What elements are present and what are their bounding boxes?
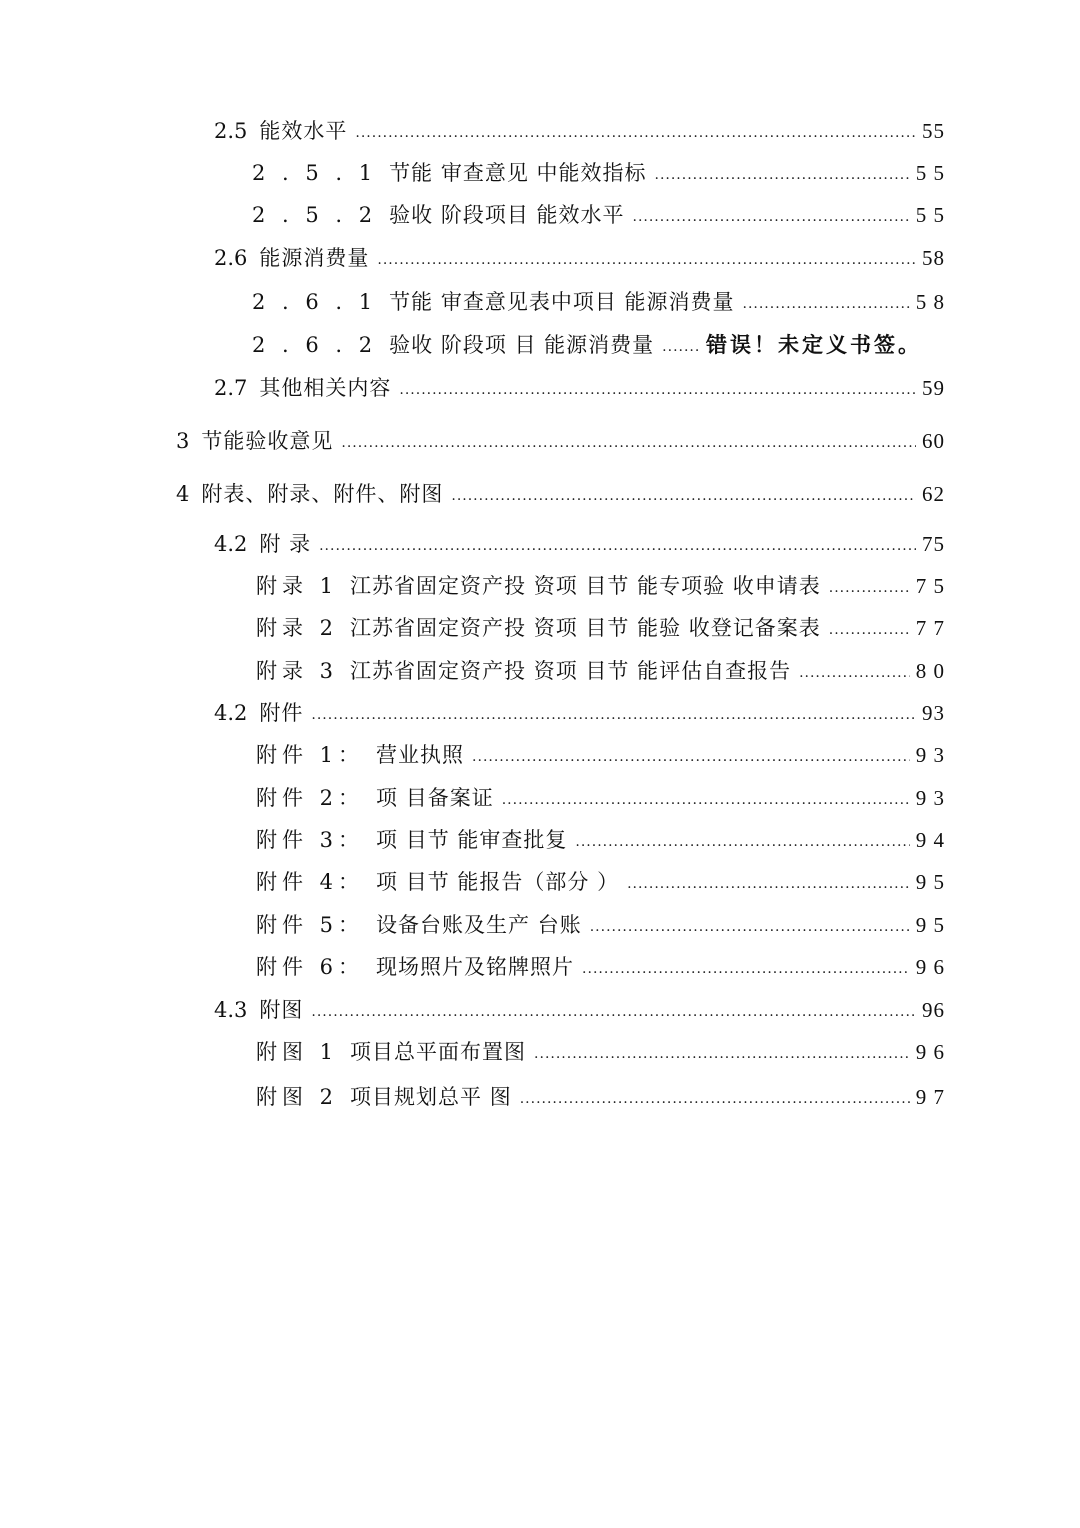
toc-entry-number: 附件 1： <box>256 743 365 767</box>
toc-entry-title: 江苏省固定资产投 资项 目节 能专项验 收申请表 <box>350 574 821 598</box>
toc-entry-title: 附件 <box>259 701 304 725</box>
toc-entry-title: 设备台账及生产 台账 <box>376 913 582 937</box>
toc-entry-page: 9 5 <box>915 870 945 894</box>
toc-entry-figure-1[interactable] <box>256 1038 945 1069</box>
toc-entry-title: 营业执照 <box>376 743 465 767</box>
dot-leader <box>502 786 910 814</box>
dot-leader <box>829 616 910 644</box>
dot-leader <box>590 913 910 941</box>
toc-entry-title: 节能 审查意见表中项目 能源消费量 <box>389 290 735 314</box>
toc-entry-title: 项目规划总平 图 <box>350 1085 512 1109</box>
toc-entry-attachment-5[interactable] <box>256 911 945 942</box>
toc-entry-page: 59 <box>922 376 945 400</box>
toc-entry-2-6-1[interactable] <box>252 288 945 319</box>
toc-entry-2-7[interactable] <box>214 374 945 405</box>
toc-entry-number: 2 . 5 . 1 <box>252 161 378 185</box>
dot-leader <box>377 246 916 274</box>
toc-entry-appendix-2[interactable] <box>256 614 945 645</box>
toc-entry-page: 9 7 <box>915 1085 945 1109</box>
toc-entry-title: 江苏省固定资产投 资项 目节 能评估自查报告 <box>350 659 792 683</box>
toc-entry-page: 58 <box>922 246 945 270</box>
toc-entry-number: 附件 2： <box>256 786 365 810</box>
toc-entry-page: 55 <box>922 119 945 143</box>
toc-entry-page: 5 8 <box>915 290 945 314</box>
toc-entry-title: 江苏省固定资产投 资项 目节 能验 收登记备案表 <box>350 616 821 640</box>
dot-leader <box>662 333 700 361</box>
toc-entry-title: 项 目备案证 <box>376 786 494 810</box>
toc-entry-title: 能源消费量 <box>259 246 370 270</box>
toc-entry-number: 2.5 <box>214 119 248 143</box>
dot-leader <box>829 574 910 602</box>
toc-entry-page: 9 3 <box>915 743 945 767</box>
toc-entry-title: 项 目节 能审查批复 <box>376 828 568 852</box>
toc-entry-page: 5 5 <box>915 161 945 185</box>
dot-leader <box>311 701 916 729</box>
toc-entry-number: 附录 3 <box>256 659 339 683</box>
toc-entry-appendix-1[interactable] <box>256 572 945 603</box>
toc-entry-title: 节能 审查意见 中能效指标 <box>389 161 647 185</box>
toc-entry-appendix-3[interactable] <box>256 657 945 688</box>
toc-entry-title: 节能验收意见 <box>201 429 334 453</box>
toc-entry-4-2-attachments[interactable] <box>214 699 945 730</box>
toc-entry-4[interactable] <box>176 480 945 511</box>
toc-entry-2-6-2[interactable] <box>252 331 922 362</box>
toc-entry-number: 4.3 <box>214 998 248 1022</box>
toc-entry-page: 9 6 <box>915 1040 945 1064</box>
toc-entry-attachment-3[interactable] <box>256 826 945 857</box>
toc-entry-page: 8 0 <box>915 659 945 683</box>
dot-leader <box>520 1085 910 1113</box>
toc-entry-title: 现场照片及铭牌照片 <box>376 955 575 979</box>
toc-entry-number: 3 <box>176 429 190 453</box>
toc-entry-figure-2[interactable] <box>256 1083 945 1114</box>
toc-entry-page: 9 4 <box>915 828 945 852</box>
toc-entry-page: 75 <box>922 532 945 556</box>
toc-entry-number: 2 . 6 . 1 <box>252 290 378 314</box>
toc-entry-title: 能效水平 <box>259 119 348 143</box>
dot-leader <box>627 870 910 898</box>
toc-entry-title: 验收 阶段项目 能效水平 <box>389 203 625 227</box>
toc-entry-2-5-2[interactable] <box>252 201 945 232</box>
toc-entry-number: 附件 5： <box>256 913 365 937</box>
toc-entry-4-3-figures[interactable] <box>214 996 945 1027</box>
toc-entry-number: 2 . 6 . 2 <box>252 333 378 357</box>
dot-leader <box>743 290 910 318</box>
toc-entry-title: 验收 阶段项 目 能源消费量 <box>389 333 655 357</box>
toc-entry-page: 60 <box>922 429 945 453</box>
dot-leader <box>655 161 910 189</box>
toc-entry-title: 其他相关内容 <box>259 376 392 400</box>
toc-entry-number: 4 <box>176 482 190 506</box>
dot-leader <box>582 955 910 983</box>
toc-entry-number: 4.2 <box>214 532 248 556</box>
toc-entry-number: 附录 1 <box>256 574 339 598</box>
dot-leader <box>355 119 916 147</box>
toc-entry-number: 附件 4： <box>256 870 365 894</box>
toc-entry-number: 附件 6： <box>256 955 365 979</box>
dot-leader <box>472 743 910 771</box>
toc-entry-title: 项 目节 能报告（部分 ） <box>376 870 620 894</box>
toc-entry-page: 93 <box>922 701 945 725</box>
toc-entry-number: 附件 3： <box>256 828 365 852</box>
dot-leader <box>633 203 910 231</box>
toc-entry-number: 4.2 <box>214 701 248 725</box>
toc-entry-4-2-appendix[interactable] <box>214 530 945 561</box>
toc-entry-attachment-2[interactable] <box>256 784 945 815</box>
bookmark-error-message: 错误！未定义书签。 <box>706 333 922 357</box>
toc-entry-number: 2.6 <box>214 246 248 270</box>
dot-leader <box>399 376 916 404</box>
toc-entry-page: 9 3 <box>915 786 945 810</box>
toc-entry-2-6[interactable] <box>214 244 945 275</box>
toc-entry-page: 7 5 <box>915 574 945 598</box>
dot-leader <box>799 659 910 687</box>
dot-leader <box>311 998 916 1026</box>
toc-entry-page: 9 6 <box>915 955 945 979</box>
toc-entry-page: 62 <box>922 482 945 506</box>
toc-entry-title: 项目总平面布置图 <box>350 1040 527 1064</box>
toc-entry-page: 7 7 <box>915 616 945 640</box>
toc-entry-attachment-1[interactable] <box>256 741 945 772</box>
toc-entry-number: 附图 2 <box>256 1085 339 1109</box>
toc-entry-number: 2.7 <box>214 376 248 400</box>
dot-leader <box>575 828 909 856</box>
toc-entry-page: 5 5 <box>915 203 945 227</box>
dot-leader <box>534 1040 910 1068</box>
dot-leader <box>451 482 916 510</box>
dot-leader <box>319 532 916 560</box>
toc-entry-attachment-4[interactable] <box>256 868 945 899</box>
toc-entry-number: 附录 2 <box>256 616 339 640</box>
toc-entry-page: 96 <box>922 998 945 1022</box>
toc-entry-number: 2 . 5 . 2 <box>252 203 378 227</box>
toc-entry-page: 9 5 <box>915 913 945 937</box>
toc-entry-2-5-1[interactable] <box>252 159 945 190</box>
toc-entry-title: 附表、附录、附件、附图 <box>201 482 444 506</box>
toc-entry-3[interactable] <box>176 427 945 458</box>
toc-entry-number: 附图 1 <box>256 1040 339 1064</box>
toc-entry-attachment-6[interactable] <box>256 953 945 984</box>
dot-leader <box>341 429 916 457</box>
toc-entry-title: 附 录 <box>259 532 312 556</box>
toc-entry-2-5[interactable] <box>214 117 945 148</box>
toc-entry-title: 附图 <box>259 998 304 1022</box>
